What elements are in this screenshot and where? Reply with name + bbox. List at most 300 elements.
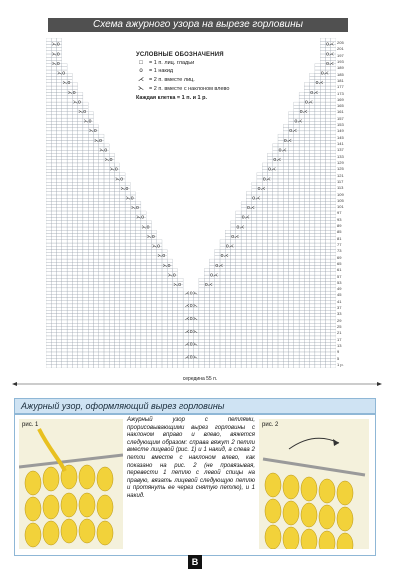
- chart-cell: [78, 362, 83, 365]
- chart-cell: [167, 352, 172, 355]
- chart-cell: [315, 102, 320, 105]
- chart-cell: [78, 150, 83, 153]
- chart-cell: [320, 221, 325, 224]
- chart-cell: [273, 173, 278, 176]
- chart-cell: [310, 230, 315, 233]
- chart-cell: [62, 237, 67, 240]
- chart-cell: [51, 288, 56, 291]
- chart-cell: [51, 169, 56, 172]
- chart-cell: [93, 352, 98, 355]
- chart-cell: [78, 243, 83, 246]
- chart-cell: [57, 317, 62, 320]
- chart-cell: [46, 221, 51, 224]
- chart-cell: [246, 192, 251, 195]
- chart-cell: [67, 249, 72, 252]
- chart-cell: [173, 326, 178, 329]
- chart-cell: [146, 285, 151, 288]
- chart-cell: [83, 365, 88, 368]
- chart-cell: [78, 198, 83, 201]
- chart-cell: [304, 169, 309, 172]
- row-label: 109: [337, 191, 344, 197]
- chart-cell: [231, 314, 236, 317]
- chart-cell: [57, 76, 62, 79]
- chart-cell: [320, 298, 325, 301]
- chart-cell: [310, 323, 315, 326]
- chart-cell: [204, 269, 209, 272]
- chart-cell: [83, 301, 88, 304]
- chart-cell: [294, 227, 299, 230]
- chart-cell: [146, 362, 151, 365]
- chart-cell: [93, 326, 98, 329]
- chart-cell: [215, 358, 220, 361]
- chart-cell: [299, 355, 304, 358]
- chart-cell: [204, 301, 209, 304]
- chart-cell: [125, 365, 130, 368]
- chart-cell: [278, 272, 283, 275]
- chart-cell: [310, 182, 315, 185]
- chart-cell: [99, 272, 104, 275]
- chart-cell: [88, 230, 93, 233]
- chart-cell: [331, 265, 336, 268]
- chart-cell: [51, 342, 56, 345]
- chart-cell: [146, 269, 151, 272]
- chart-cell: [167, 346, 172, 349]
- chart-cell: [320, 176, 325, 179]
- chart-cell: [257, 282, 262, 285]
- chart-cell: [88, 272, 93, 275]
- chart-cell: [199, 330, 204, 333]
- chart-cell: [283, 237, 288, 240]
- chart-cell: [262, 352, 267, 355]
- chart-cell: [236, 342, 241, 345]
- chart-cell: [283, 182, 288, 185]
- chart-cell: [289, 288, 294, 291]
- chart-cell: [62, 233, 67, 236]
- chart-cell: [78, 298, 83, 301]
- chart-cell: [278, 205, 283, 208]
- chart-cell: [246, 314, 251, 317]
- chart-cell: [57, 217, 62, 220]
- chart-cell: [241, 330, 246, 333]
- chart-cell: [299, 339, 304, 342]
- chart-cell: [51, 278, 56, 281]
- chart-cell: [273, 208, 278, 211]
- chart-cell: [310, 141, 315, 144]
- chart-cell: [294, 211, 299, 214]
- chart-cell: [315, 208, 320, 211]
- chart-cell: [57, 83, 62, 86]
- chart-cell: [294, 346, 299, 349]
- chart-cell: [93, 211, 98, 214]
- chart-cell: [125, 246, 130, 249]
- chart-cell: [173, 333, 178, 336]
- chart-cell: [304, 173, 309, 176]
- chart-cell: [115, 314, 120, 317]
- chart-cell: [146, 317, 151, 320]
- chart-cell: [325, 339, 330, 342]
- chart-cell: [257, 224, 262, 227]
- chart-cell: [57, 176, 62, 179]
- chart-cell: [231, 317, 236, 320]
- chart-cell: [315, 294, 320, 297]
- chart-cell: [310, 320, 315, 323]
- chart-cell: [289, 147, 294, 150]
- chart-cell: [93, 355, 98, 358]
- chart-cell: [304, 233, 309, 236]
- chart-cell: [294, 102, 299, 105]
- chart-cell: [46, 237, 51, 240]
- chart-cell: [267, 336, 272, 339]
- chart-cell: [46, 182, 51, 185]
- chart-cell: [299, 92, 304, 95]
- chart-cell: [220, 320, 225, 323]
- chart-cell: [331, 237, 336, 240]
- chart-cell: [315, 118, 320, 121]
- chart-cell: [331, 201, 336, 204]
- chart-cell: [141, 275, 146, 278]
- chart-cell: [257, 205, 262, 208]
- chart-cell: [331, 224, 336, 227]
- chart-cell: [51, 125, 56, 128]
- chart-cell: [130, 237, 135, 240]
- chart-cell: [88, 112, 93, 115]
- chart-cell: [325, 237, 330, 240]
- chart-cell: [141, 253, 146, 256]
- row-label: 137: [337, 147, 344, 153]
- chart-cell: [104, 224, 109, 227]
- chart-cell: [278, 278, 283, 281]
- chart-cell: [304, 137, 309, 140]
- chart-cell: [120, 320, 125, 323]
- chart-cell: [283, 240, 288, 243]
- chart-cell: [273, 227, 278, 230]
- chart-cell: [283, 179, 288, 182]
- chart-cell: [178, 336, 183, 339]
- chart-cell: [325, 83, 330, 86]
- chart-cell: [188, 349, 193, 352]
- chart-cell: [62, 365, 67, 368]
- chart-cell: [120, 294, 125, 297]
- chart-cell: [46, 346, 51, 349]
- chart-cell: [225, 282, 230, 285]
- chart-cell: [120, 233, 125, 236]
- chart-cell: [325, 198, 330, 201]
- chart-cell: [115, 362, 120, 365]
- chart-cell: [93, 163, 98, 166]
- chart-cell: [199, 342, 204, 345]
- chart-cell: [294, 201, 299, 204]
- chart-cell: [289, 298, 294, 301]
- chart-cell: [88, 249, 93, 252]
- chart-cell: [283, 352, 288, 355]
- chart-cell: [57, 310, 62, 313]
- chart-cell: [88, 198, 93, 201]
- chart-cell: [72, 189, 77, 192]
- chart-cell: [315, 173, 320, 176]
- chart-cell: [289, 112, 294, 115]
- chart-cell: [220, 358, 225, 361]
- chart-cell: [120, 355, 125, 358]
- row-label: 61: [337, 267, 342, 273]
- chart-cell: [178, 333, 183, 336]
- chart-cell: [236, 330, 241, 333]
- chart-cell: [241, 282, 246, 285]
- chart-cell: [62, 330, 67, 333]
- chart-cell: [331, 67, 336, 70]
- chart-cell: [310, 134, 315, 137]
- chart-cell: [57, 269, 62, 272]
- chart-cell: [315, 157, 320, 160]
- chart-cell: [215, 294, 220, 297]
- chart-cell: [93, 362, 98, 365]
- chart-cell: [225, 358, 230, 361]
- chart-cell: [46, 314, 51, 317]
- chart-cell: [115, 185, 120, 188]
- chart-cell: [310, 253, 315, 256]
- chart-cell: [273, 282, 278, 285]
- chart-cell: [241, 362, 246, 365]
- lace-symbol: ⋋o: [57, 70, 66, 77]
- chart-cell: [299, 320, 304, 323]
- chart-cell: [278, 275, 283, 278]
- chart-cell: [62, 253, 67, 256]
- chart-cell: [83, 153, 88, 156]
- chart-cell: [93, 259, 98, 262]
- chart-cell: [273, 365, 278, 368]
- chart-cell: [289, 192, 294, 195]
- chart-cell: [146, 246, 151, 249]
- chart-cell: [320, 137, 325, 140]
- chart-cell: [115, 294, 120, 297]
- chart-cell: [325, 182, 330, 185]
- chart-cell: [46, 288, 51, 291]
- chart-cell: [262, 314, 267, 317]
- chart-cell: [252, 185, 257, 188]
- chart-cell: [62, 153, 67, 156]
- chart-cell: [267, 221, 272, 224]
- chart-cell: [57, 150, 62, 153]
- chart-cell: [320, 301, 325, 304]
- chart-cell: [304, 128, 309, 131]
- chart-cell: [46, 301, 51, 304]
- chart-cell: [67, 173, 72, 176]
- chart-cell: [136, 317, 141, 320]
- chart-cell: [125, 221, 130, 224]
- chart-cell: [231, 320, 236, 323]
- chart-cell: [252, 246, 257, 249]
- row-label: 185: [337, 71, 344, 77]
- chart-cell: [57, 259, 62, 262]
- chart-cell: [115, 278, 120, 281]
- row-label: 21: [337, 330, 342, 336]
- chart-cell: [273, 249, 278, 252]
- chart-cell: [104, 336, 109, 339]
- chart-cell: [57, 349, 62, 352]
- chart-cell: [130, 227, 135, 230]
- chart-cell: [331, 86, 336, 89]
- chart-cell: [62, 185, 67, 188]
- chart-cell: [151, 339, 156, 342]
- chart-cell: [304, 355, 309, 358]
- chart-cell: [93, 269, 98, 272]
- chart-cell: [125, 323, 130, 326]
- lace-symbol: ⋌o⋋: [184, 328, 198, 335]
- chart-cell: [304, 253, 309, 256]
- chart-cell: [51, 176, 56, 179]
- chart-cell: [310, 105, 315, 108]
- chart-cell: [315, 169, 320, 172]
- chart-cell: [72, 352, 77, 355]
- chart-cell: [304, 240, 309, 243]
- chart-cell: [104, 355, 109, 358]
- chart-cell: [125, 224, 130, 227]
- chart-cell: [83, 227, 88, 230]
- chart-cell: [257, 333, 262, 336]
- chart-cell: [315, 301, 320, 304]
- chart-cell: [62, 217, 67, 220]
- chart-cell: [141, 269, 146, 272]
- chart-cell: [141, 240, 146, 243]
- chart-cell: [325, 217, 330, 220]
- row-label: 173: [337, 90, 344, 96]
- chart-cell: [299, 211, 304, 214]
- chart-cell: [252, 362, 257, 365]
- chart-cell: [215, 304, 220, 307]
- chart-cell: [83, 217, 88, 220]
- row-label: 49: [337, 286, 342, 292]
- chart-cell: [141, 304, 146, 307]
- chart-cell: [231, 278, 236, 281]
- chart-cell: [241, 291, 246, 294]
- chart-cell: [278, 326, 283, 329]
- chart-cell: [267, 205, 272, 208]
- chart-cell: [88, 326, 93, 329]
- chart-cell: [304, 246, 309, 249]
- chart-cell: [78, 166, 83, 169]
- chart-cell: [331, 301, 336, 304]
- chart-cell: [257, 342, 262, 345]
- chart-cell: [104, 275, 109, 278]
- chart-cell: [315, 314, 320, 317]
- chart-cell: [72, 294, 77, 297]
- chart-cell: [178, 342, 183, 345]
- chart-cell: [72, 221, 77, 224]
- chart-cell: [331, 73, 336, 76]
- chart-cell: [236, 358, 241, 361]
- chart-cell: [46, 176, 51, 179]
- chart-cell: [215, 291, 220, 294]
- chart-cell: [62, 169, 67, 172]
- chart-cell: [78, 240, 83, 243]
- chart-cell: [136, 265, 141, 268]
- chart-cell: [252, 282, 257, 285]
- chart-cell: [231, 362, 236, 365]
- chart-cell: [283, 259, 288, 262]
- chart-cell: [136, 349, 141, 352]
- chart-cell: [320, 134, 325, 137]
- chart-cell: [62, 205, 67, 208]
- row-label: 69: [337, 254, 342, 260]
- chart-cell: [151, 349, 156, 352]
- chart-cell: [257, 246, 262, 249]
- chart-cell: [199, 307, 204, 310]
- chart-cell: [289, 355, 294, 358]
- chart-cell: [257, 336, 262, 339]
- chart-cell: [204, 330, 209, 333]
- chart-cell: [257, 243, 262, 246]
- chart-cell: [320, 358, 325, 361]
- chart-cell: [93, 233, 98, 236]
- chart-cell: [51, 195, 56, 198]
- chart-cell: [252, 314, 257, 317]
- chart-cell: [220, 288, 225, 291]
- chart-cell: [262, 358, 267, 361]
- chart-cell: [62, 265, 67, 268]
- chart-cell: [331, 230, 336, 233]
- chart-cell: [125, 240, 130, 243]
- chart-cell: [236, 256, 241, 259]
- chart-cell: [99, 314, 104, 317]
- chart-cell: [78, 141, 83, 144]
- chart-cell: [120, 326, 125, 329]
- chart-cell: [246, 221, 251, 224]
- chart-cell: [310, 294, 315, 297]
- chart-cell: [267, 355, 272, 358]
- chart-cell: [294, 269, 299, 272]
- chart-cell: [157, 282, 162, 285]
- chart-cell: [88, 147, 93, 150]
- chart-cell: [67, 205, 72, 208]
- chart-cell: [331, 298, 336, 301]
- chart-cell: [320, 108, 325, 111]
- chart-cell: [315, 358, 320, 361]
- chart-cell: [72, 134, 77, 137]
- row-label: 13: [337, 342, 342, 348]
- chart-cell: [262, 269, 267, 272]
- chart-cell: [283, 192, 288, 195]
- chart-cell: [62, 275, 67, 278]
- chart-cell: [46, 144, 51, 147]
- chart-cell: [78, 304, 83, 307]
- chart-cell: [246, 320, 251, 323]
- chart-cell: [99, 166, 104, 169]
- chart-cell: [320, 246, 325, 249]
- chart-cell: [209, 265, 214, 268]
- lace-symbol: ⋋o: [146, 233, 155, 240]
- chart-cell: [130, 346, 135, 349]
- chart-cell: [273, 314, 278, 317]
- chart-cell: [46, 320, 51, 323]
- chart-cell: [120, 304, 125, 307]
- chart-cell: [51, 310, 56, 313]
- chart-cell: [320, 240, 325, 243]
- legend-text: = 1 п. лиц. гладьи: [149, 60, 195, 66]
- chart-cell: [241, 349, 246, 352]
- knitting-illustration-1: [19, 419, 123, 549]
- chart-cell: [267, 160, 272, 163]
- chart-cell: [304, 208, 309, 211]
- chart-cell: [88, 176, 93, 179]
- chart-cell: [93, 275, 98, 278]
- legend-item: [136, 85, 276, 92]
- chart-cell: [51, 355, 56, 358]
- chart-cell: [267, 214, 272, 217]
- chart-cell: [93, 291, 98, 294]
- chart-cell: [304, 192, 309, 195]
- chart-cell: [173, 301, 178, 304]
- chart-cell: [289, 256, 294, 259]
- chart-cell: [304, 323, 309, 326]
